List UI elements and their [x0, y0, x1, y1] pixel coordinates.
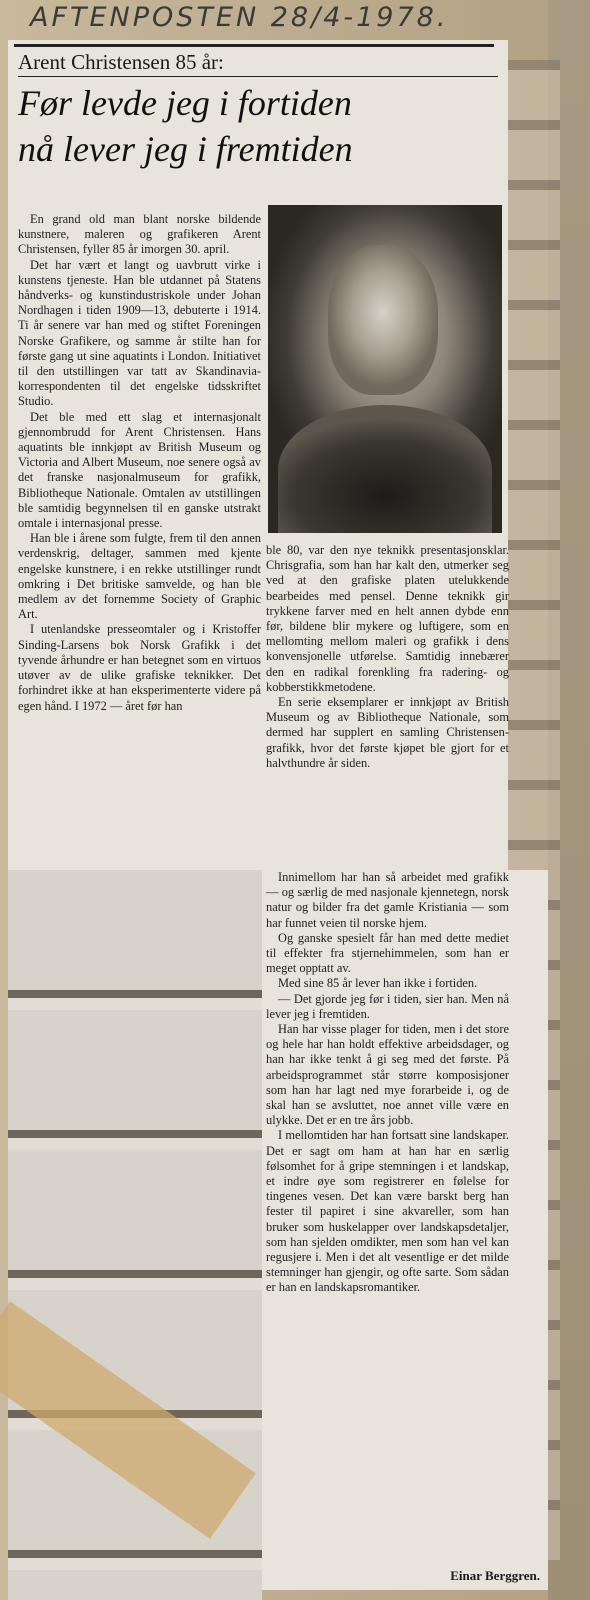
headline-line-2: nå lever jeg i fremtiden: [18, 129, 353, 169]
paragraph: En serie eksemplarer er innkjøpt av British Museum og av Bibliotheque Nationale, som dermed har supplert en samling Christensen-grafikk, hvor det første kjøpet ble gjort for et halvthundre år siden.: [266, 695, 509, 770]
portrait-head: [328, 245, 438, 395]
headline-line-1: Før levde jeg i fortiden: [18, 83, 352, 123]
header-rule: [14, 44, 494, 47]
author-signature: Einar Berggren.: [450, 1568, 540, 1583]
portrait-body: [278, 405, 492, 533]
article-headline: [18, 80, 508, 190]
paragraph: I utenlandske presseomtaler og i Kristoffer Sinding-Larsens bok Norsk Grafikk i det tyvende århundre er han betegnet som en virtuos utøver av de ulike grafiske teknikker. Det forhindret ikke at han eksperimenterte videre på egen hånd. I 1972 — året før han: [18, 622, 261, 713]
paragraph: ble 80, var den nye teknikk presentasjonsklar. Chrisgrafia, som han har kalt den, utmerker seg ved at den grafiske platen utelukkende bearbeides med pensel. Denne teknikk gir trykkene farver med en helt annen dybde enn før, bildene blir mykere og luftigere, som en mellomting mellom maleri og grafikk i dens konvensjonelle utførelse. Samtidig innebærer den en radikal forenkling fra radering- og kobberstikkmetodene.: [266, 543, 509, 694]
article-column-left: [18, 212, 261, 867]
paragraph: Det ble med ett slag et internasjonalt gjennombrudd for Arent Christensen. Hans aquatints ble innkjøpt av British Museum og Victoria and Albert Museum, noe senere også av det franske nasjonalmuseum for grafikk, Bibliotheque Nationale. Omtalen av utstillingen ble samtidig begynnelsen til en ganske utstrakt omtale i internasjonal presse.: [18, 409, 261, 531]
paragraph: — Det gjorde jeg før i tiden, sier han. Men nå lever jeg i fremtiden.: [266, 991, 509, 1021]
article-column-right-lower: [266, 870, 509, 1566]
paragraph: Og ganske spesielt får han med dette mediet til effekter fra stjernehimmelen, som han er meget opptatt av.: [266, 930, 509, 976]
article-kicker: Arent Christensen 85 år:: [18, 50, 498, 77]
paragraph: Han har visse plager for tiden, men i det store og hele har han holdt effektive arbeidsdager, og han har ikke tenkt å gi seg med det første. På arbeidsprogrammet står større komposisjoner som han har lagt ned mye forarbeide i, og de skal han se avsluttet, noe annet ville være en ulykke. Det er en tre års jobb.: [266, 1022, 509, 1128]
portrait-photo: [268, 205, 502, 533]
paragraph: Innimellom har han så arbeidet med grafikk — og særlig de med nasjonale kjennetegn, norsk natur og bilder fra det gamle Kristiania — som har funnet veien til norske hjem.: [266, 870, 509, 930]
paragraph: Han ble i årene som fulgte, frem til den annen verdenskrig, deltager, sammen med kjente engelske kunstnere, i en rekke utstillinger rundt omkring i Det britiske samvelde, og han ble medlem av det fornemme Society of Graphic Art.: [18, 531, 261, 622]
paragraph: I mellomtiden har han fortsatt sine landskaper. Det er sagt om ham at han har en særlig følsomhet for å gripe stemningen i et landskap, et indre øye som registrerer en følelse for tingenes vesen. Det kan være barskt berg han fester til papiret i sine akvareller, som han bruker som huskelapper over landskapsdetaljer, som han sjelden omdikter, men som han vel kan regusjere i. Men i det alt vesentlige er det milde stemninger han gjengir, og ofte sarte. Som sådan er han en landskapsromantiker.: [266, 1128, 509, 1295]
paragraph: Med sine 85 år lever han ikke i fortiden.: [278, 976, 478, 991]
paragraph: Det har vært et langt og uavbrutt virke i kunstens tjeneste. Han ble utdannet på Statens håndverks- og kunstindustriskole under Johan Nordhagen i tiden 1909—13, debuterte i 1914. Ti år senere var han med og stiftet Foreningen Norske Grafikere, og samme år stilte han for første gang ut sine aquatints i London. Initiativet til den utstillingen var tatt av Skandinavia-korrespondenten til det engelske tidsskriftet Studio.: [18, 257, 261, 409]
article-column-right-top: [266, 543, 509, 870]
handwritten-date-stamp: AFTENPOSTEN 28/4-1978.: [30, 2, 449, 33]
paragraph: En grand old man blant norske bildende kunstnere, maleren og grafikeren Arent Christensen, fyller 85 år imorgen 30. april.: [18, 212, 261, 257]
